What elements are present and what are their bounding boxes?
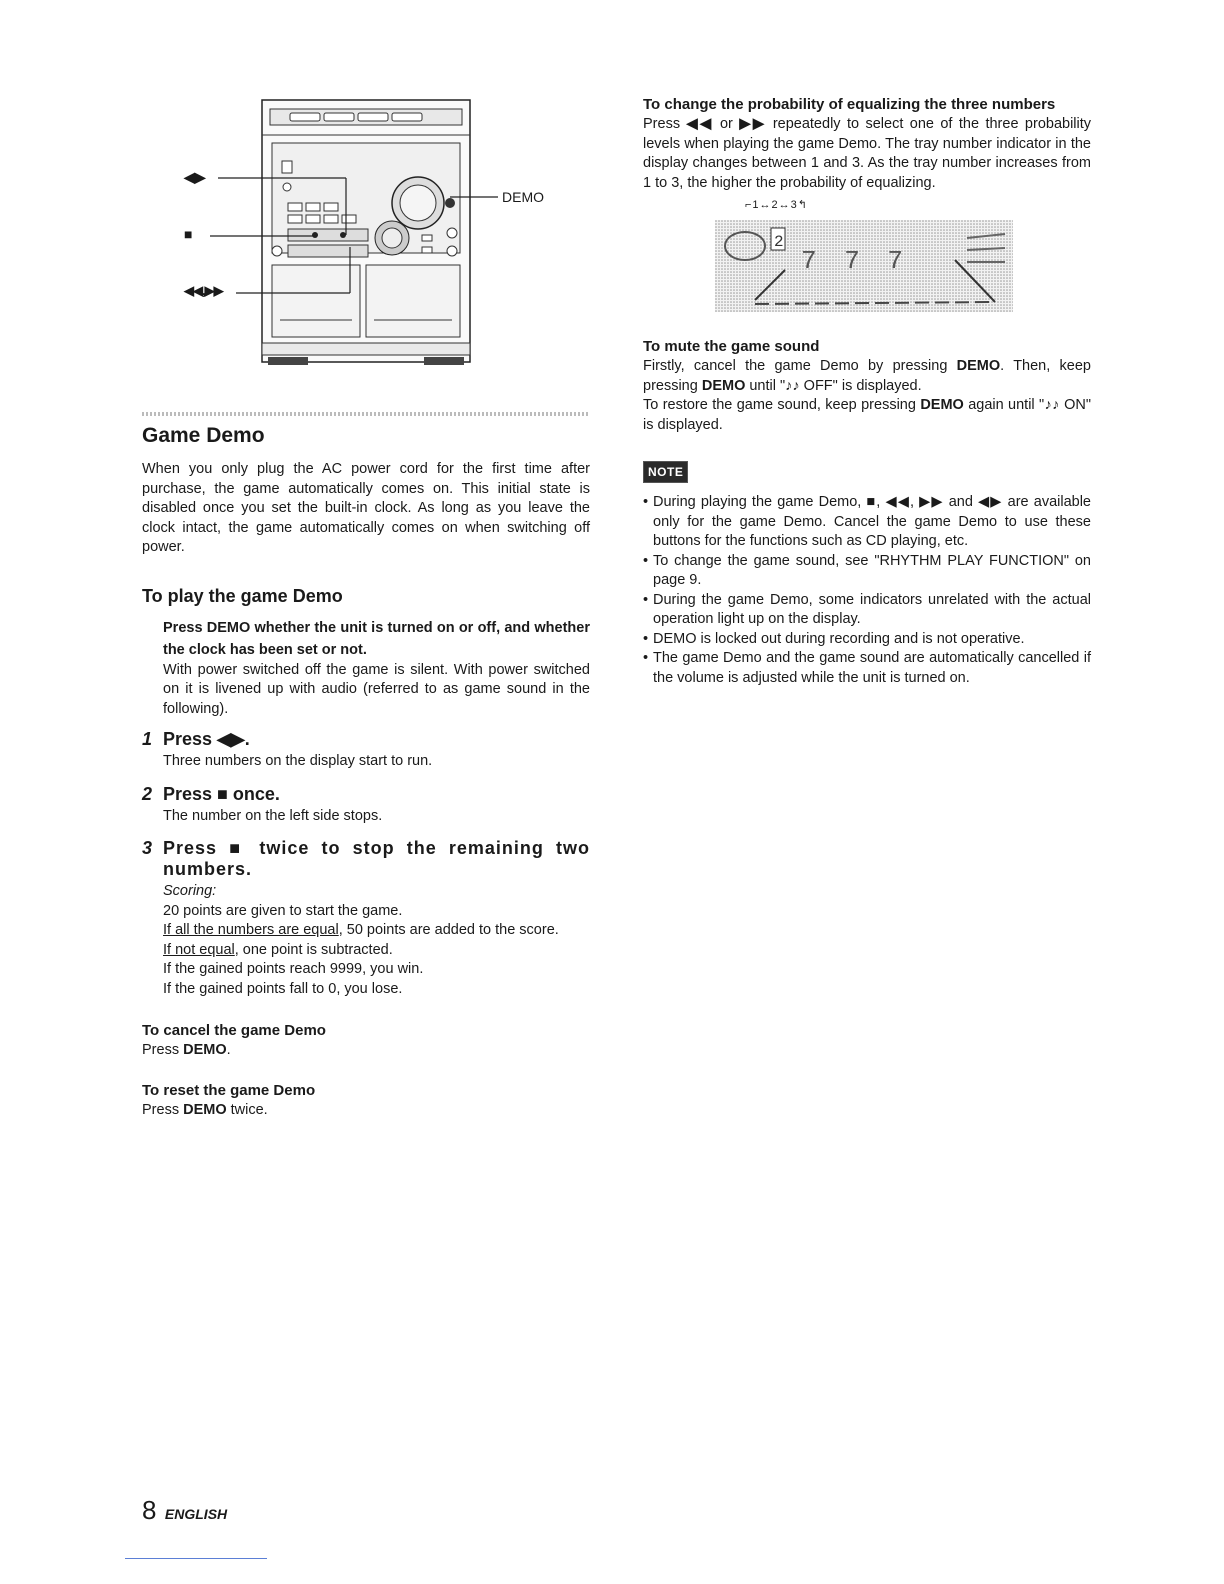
step-title-text: Press [163, 838, 230, 858]
step-title-text: Press [163, 783, 218, 804]
scoring-equal [163, 921, 590, 941]
reset-demo-text [142, 1101, 590, 1121]
game-demo-section [142, 424, 590, 1120]
step-3 [142, 838, 590, 999]
demo-key: DEMO [920, 397, 964, 413]
demo-key: DEMO [183, 1101, 227, 1118]
svg-text:2: 2 [774, 233, 784, 251]
step-title [163, 838, 590, 880]
step-title [163, 784, 590, 805]
play-instruction: Press DEMO whether the unit is turned on or off, and whether the clock has been set or not. [163, 619, 590, 658]
stop-label: ■ [184, 226, 193, 242]
note-item: • DEMO is locked out during recording and is not operative. [643, 630, 1091, 650]
lcd-display-illustration [715, 220, 1015, 314]
scoring-not-equal-condition: If not equal [163, 941, 235, 958]
probability-section [643, 95, 1091, 193]
demo-label: DEMO [502, 189, 544, 205]
step-title-suffix: once. [227, 783, 280, 804]
stop-symbol: ■ [217, 783, 228, 804]
svg-text:7 7 7: 7 7 7 [801, 246, 910, 276]
scoring-win: If the gained points reach 9999, you win. [163, 961, 424, 977]
step-2 [142, 784, 590, 827]
note-section [643, 461, 1091, 688]
demo-key: DEMO [183, 1042, 227, 1058]
demo-key: DEMO [956, 358, 1001, 374]
footer-line [125, 1558, 267, 1559]
reset-demo-heading: To reset the game Demo [142, 1081, 316, 1099]
cancel-demo-text [142, 1041, 590, 1061]
step-number: 1 [142, 729, 153, 749]
step-title [163, 729, 590, 750]
step-number: 2 [142, 783, 153, 804]
play-demo-heading: To play the game Demo [142, 585, 343, 606]
step-number: 3 [142, 838, 153, 858]
play-description: With power switched off the game is silent. With power switched on it is livened up with audio (referred to as game sound in the following). [163, 661, 590, 717]
scoring-not-equal [163, 941, 590, 961]
restore-text-a: To restore the game sound, keep pressing [643, 397, 921, 413]
reset-text: Press [142, 1101, 184, 1118]
step-1 [142, 729, 590, 772]
mute-text-e: until "♪♪ OFF" is displayed. [745, 377, 922, 394]
skip-label: ◀◀,▶▶ [184, 283, 223, 298]
tray-scale-label: ⌐1↔2↔3↰ [745, 199, 808, 211]
restore-text-c: again until "♪♪ ON" is displayed. [643, 397, 1091, 433]
reset-text-suffix: twice. [226, 1101, 268, 1118]
play-pause-symbol: ◀▶ [217, 729, 245, 749]
note-item: • To change the game sound, see "RHYTHM PLAY FUNCTION" on page 9. [643, 552, 1091, 591]
page-number: 8 [142, 1495, 157, 1525]
probability-text-or: or [713, 116, 740, 132]
note-list [643, 493, 1091, 688]
note-item: • During the game Demo, some indicators unrelated with the actual operation light up on the display. [643, 591, 1091, 630]
language-label: ENGLISH [164, 1506, 228, 1522]
step-text: The number on the left side stops. [163, 807, 383, 824]
step-title-text: Press [163, 729, 218, 749]
mute-section [643, 337, 1091, 435]
stop-symbol: ■ [229, 838, 248, 858]
cancel-text: Press [142, 1042, 184, 1058]
game-demo-heading: Game Demo [142, 424, 265, 447]
rewind-symbol: ◀◀ [686, 116, 714, 132]
mute-heading: To mute the game sound [643, 338, 820, 355]
probability-heading: To change the probability of equalizing the three numbers [643, 96, 1056, 113]
game-demo-intro: When you only plug the AC power cord for the first time after purchase, the game automatically comes on. This initial state is disabled once you set the built-in clock. As long as you leave the clock intact, the game automatically comes on when switching off power. [142, 461, 590, 555]
mute-text-a: Firstly, cancel the game Demo by pressing [643, 358, 957, 374]
scoring-start: 20 points are given to start the game. [163, 902, 403, 919]
restore-text [643, 396, 1091, 435]
scoring-equal-result: , 50 points are added to the score. [338, 922, 559, 938]
mute-text [643, 357, 1091, 396]
cancel-text-suffix: . [226, 1042, 231, 1058]
scoring-lose: If the gained points fall to 0, you lose. [163, 980, 403, 997]
step-text: Three numbers on the display start to run. [163, 753, 433, 769]
play-pause-label: ◀▶ [184, 169, 206, 185]
probability-text-b: repeatedly to select one of the three probability levels when playing the game Demo. The tray number indicator in the display changes between 1 and 3. As the tray number increases from 1 to 3, the higher the probability of equalizing. [643, 116, 1092, 191]
section-divider [142, 412, 590, 416]
demo-key: DEMO [701, 377, 746, 394]
scoring-equal-condition: If all the numbers are equal [163, 922, 339, 938]
page-footer [142, 1495, 227, 1526]
probability-text-a: Press [643, 116, 687, 132]
note-item: • The game Demo and the game sound are automatically cancelled if the volume is adjusted while the unit is turned on. [643, 649, 1091, 688]
stereo-unit-illustration [180, 95, 560, 375]
display-figure [715, 198, 1015, 314]
cancel-demo-heading: To cancel the game Demo [142, 1022, 326, 1039]
scoring-label: Scoring: [163, 883, 217, 899]
probability-text [643, 115, 1091, 193]
step-title-suffix: . [244, 729, 250, 749]
stereo-figure [180, 95, 560, 375]
note-badge: NOTE [643, 461, 688, 483]
note-item: • During playing the game Demo, ■, ◀◀, ▶▶ and ◀▶ are available only for the game Demo. Cancel the game Demo to use these buttons for the functions such as CD playing, etc. [643, 493, 1091, 552]
step-title-suffix: twice to stop the remaining two numbers. [163, 838, 591, 879]
scoring-not-equal-result: , one point is subtracted. [234, 941, 393, 958]
fast-forward-symbol: ▶▶ [739, 116, 767, 132]
mute-text-c: . Then, keep pressing [643, 358, 1091, 394]
